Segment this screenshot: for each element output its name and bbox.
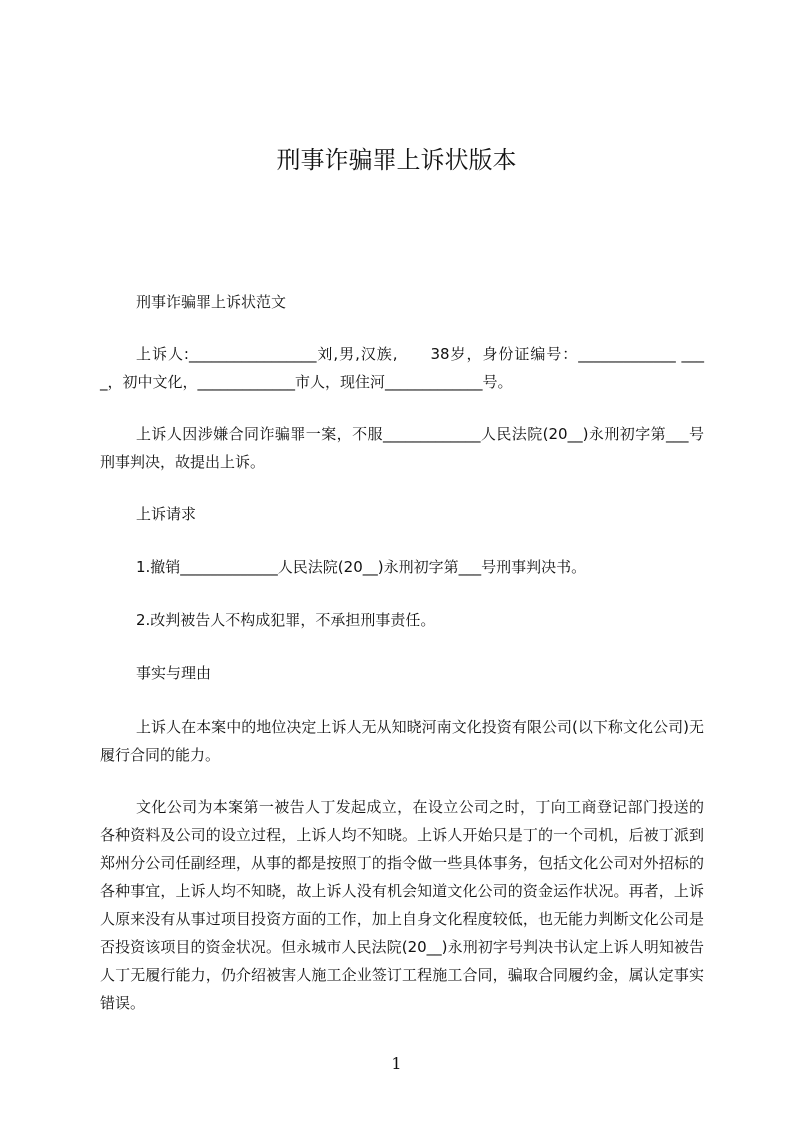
paragraph-position: 上诉人在本案中的地位决定上诉人无从知晓河南文化投资有限公司(以下称文化公司)无履行合同的能力。 — [100, 718, 704, 764]
paragraph-appeal-reason: 上诉人因涉嫌合同诈骗罪一案，不服_____________人民法院(20__)永刑初字第___号刑事判决，故提出上诉。 — [100, 425, 704, 471]
section-heading-facts: 事实与理由 — [136, 664, 212, 682]
section-heading-requests: 上诉请求 — [136, 505, 197, 523]
request-item-1: 1.撤销_____________人民法院(20__)永刑初字第___号刑事判决书。 — [136, 558, 587, 576]
page-number: 1 — [391, 1054, 402, 1073]
paragraph-heading-sample: 刑事诈骗罪上诉状范文 — [136, 293, 287, 311]
document-title: 刑事诈骗罪上诉状版本 — [276, 146, 517, 174]
request-item-2: 2.改判被告人不构成犯罪，不承担刑事责任。 — [136, 611, 436, 629]
paragraph-appellant-info: 上诉人:_________________刘,男,汉族, 38岁，身份证编号：_____________ ____，初中文化，_____________市人，现住河_____________号。 — [100, 345, 704, 391]
paragraph-company-details: 文化公司为本案第一被告人丁发起成立，在设立公司之时，丁向工商登记部门投送的各种资料及公司的设立过程，上诉人均不知晓。上诉人开始只是丁的一个司机，后被丁派到郑州分公司任副经理，从事的都是按照丁的指令做一些具体事务，包括文化公司对外招标的各种事宜，上诉人均不知晓，故上诉人没有机会知道文化公司的资金运作状况。再者，上诉人原来没有从事过项目投资方面的工作，加上自身文化程度较低，也无能力判断文化公司是否投资该项目的资金状况。但永城市人民法院(20__)永刑初字号判决书认定上诉人明知被告人丁无履行能力，仍介绍被害人施工企业签订工程施工合同，骗取合同履约金，属认定事实错误。 — [100, 798, 704, 1012]
